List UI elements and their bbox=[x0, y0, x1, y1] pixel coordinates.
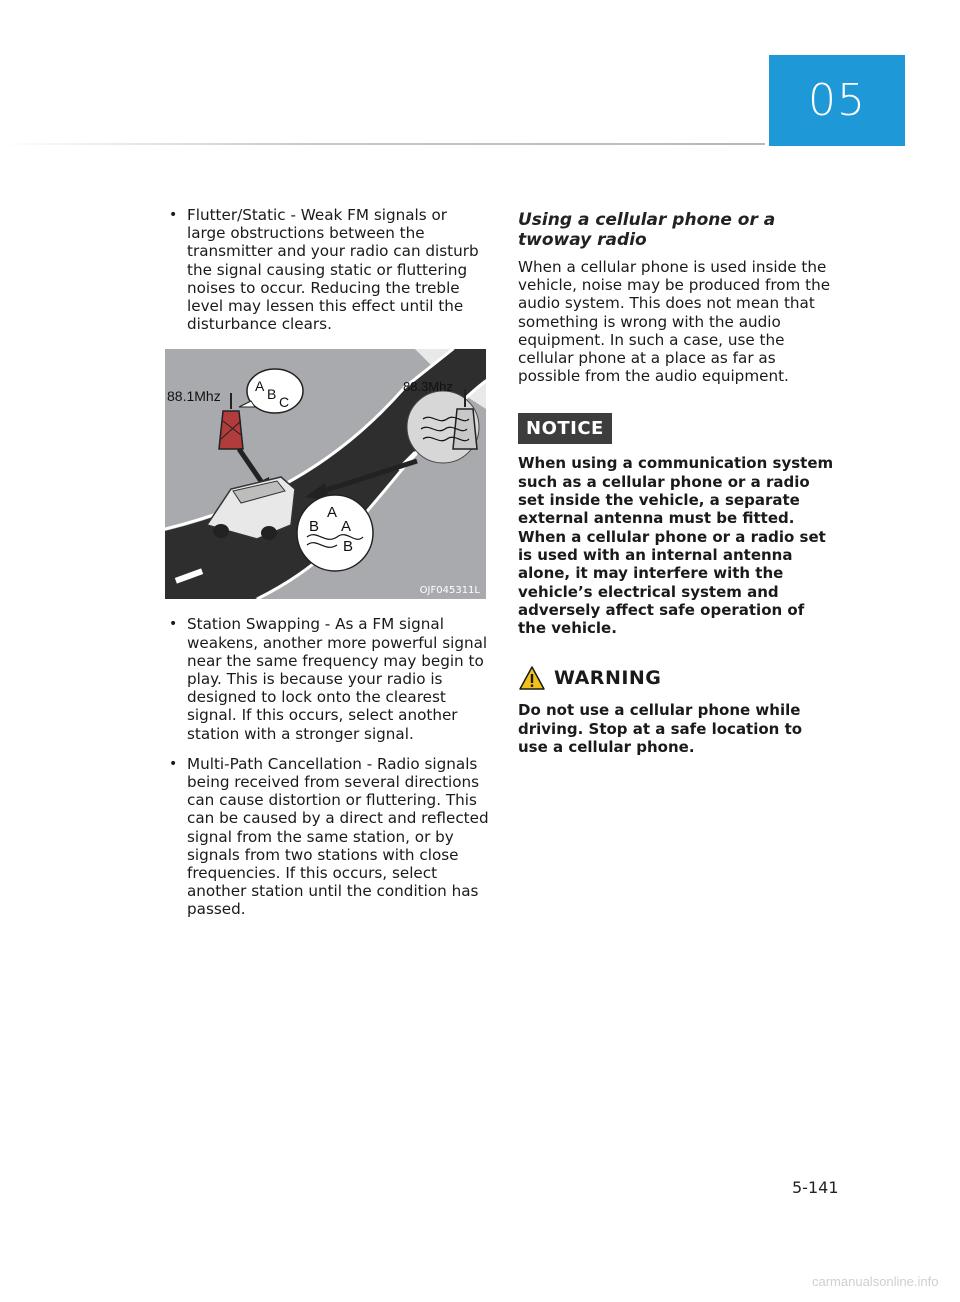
bullet-list-bottom bbox=[165, 615, 490, 918]
chapter-tab bbox=[769, 55, 905, 146]
bubble-letter-a: A bbox=[255, 378, 265, 395]
bubble-letter-c: C bbox=[279, 394, 290, 411]
bubble-bottom-b2: B bbox=[343, 538, 354, 556]
header-rule bbox=[0, 143, 765, 145]
bullet-multipath-cancellation: • Multi-Path Cancellation - Radio signals being received from several directions can cause distortion or fluttering. This can be caused by a direct and reflected signal from the same station, or by signals from two stations with close frequencies. If this occurs, select another station until the condition has passed. bbox=[165, 755, 490, 919]
warning-label: WARNING bbox=[554, 667, 662, 690]
freq-label-right: 88.3Mhz bbox=[403, 379, 453, 395]
figure-code: OJF045311L bbox=[419, 585, 480, 597]
section-title: Using a cellular phone or a twoway radio bbox=[518, 210, 776, 250]
notice-text: When using a communication system such as a cellular phone or a radio set inside the vehicle, a separate external antenna must be fitted. When a cellular phone or a radio set is used with an internal antenna alone, it may interfere with the vehicle’s electrical system and adversely affect safe operation of the vehicle. bbox=[518, 454, 834, 638]
watermark: carmanualsonline.info bbox=[812, 1274, 939, 1289]
bullet-station-swapping: • Station Swapping - As a FM signal weakens, another more powerful signal near the same frequency may begin to play. This is because your radio is designed to lock onto the clearest signal. If this occurs, select another station with a stronger signal. bbox=[165, 615, 490, 742]
bubble-bottom-b1: B bbox=[309, 518, 320, 536]
warning-triangle-icon bbox=[518, 665, 546, 691]
warning-text: Do not use a cellular phone while driving. Stop at a safe location to use a cellular phone. bbox=[518, 701, 803, 756]
notice-badge: NOTICE bbox=[518, 413, 612, 444]
bubble-bottom-a2: A bbox=[341, 518, 352, 536]
freq-label-left: 88.1Mhz bbox=[167, 388, 221, 405]
chapter-number: 05 bbox=[808, 75, 866, 126]
fm-signal-figure bbox=[165, 349, 486, 599]
section-body: When a cellular phone is used inside the vehicle, noise may be produced from the audio system. This does not mean that something is wrong with the audio equipment. In such a case, use the cellular phone at a place as far as possible from the audio equipment. bbox=[518, 258, 831, 386]
right-column bbox=[518, 210, 836, 756]
bubble-letter-b: B bbox=[267, 386, 277, 403]
page-number: 5-141 bbox=[792, 1178, 839, 1197]
fm-signal-illustration bbox=[165, 349, 486, 599]
left-column bbox=[165, 206, 490, 931]
bubble-bottom-a1: A bbox=[327, 504, 338, 522]
bullet-list-top bbox=[165, 206, 490, 333]
bullet-flutter-static: • Flutter/Static - Weak FM signals or large obstructions between the transmitter and your radio can disturb the signal causing static or fluttering noises to occur. Reducing the treble level may lessen this effect until the disturbance clears. bbox=[165, 206, 490, 333]
warning-header bbox=[518, 665, 836, 691]
